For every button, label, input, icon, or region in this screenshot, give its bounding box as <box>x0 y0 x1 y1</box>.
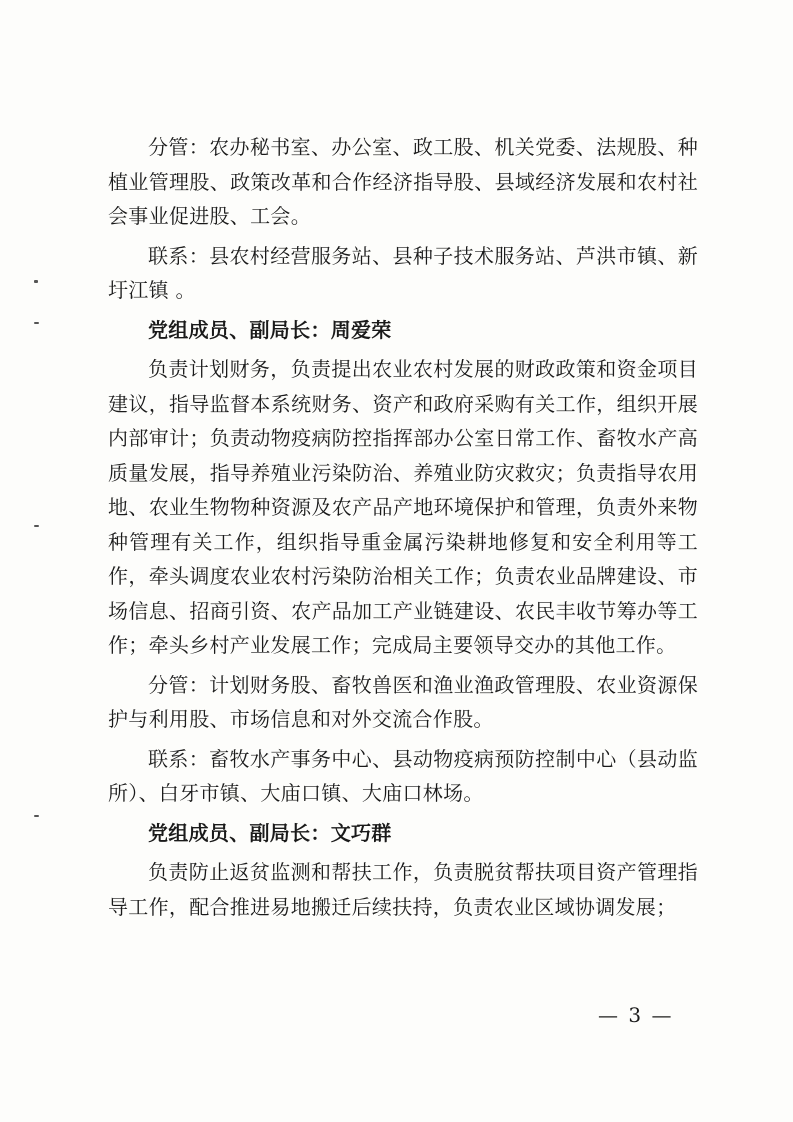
document-body <box>108 130 698 924</box>
scan-speck <box>34 815 39 817</box>
paragraph-fenguan-2: 分管：计划财务股、畜牧兽医和渔业渔政管理股、农业资源保护与利用股、市场信息和对外交流合作股。 <box>108 672 698 731</box>
scan-speck <box>34 322 39 324</box>
paragraph-duties-wen: 负责防止返贫监测和帮扶工作，负责脱贫帮扶项目资产管理指导工作，配合推进易地搬迁后续扶持，负责农业区域协调发展； <box>108 860 698 919</box>
paragraph-fenguan-1: 分管：农办秘书室、办公室、政工股、机关党委、法规股、种植业管理股、政策改革和合作经济指导股、县域经济发展和农村社会事业促进股、工会。 <box>108 135 698 228</box>
heading-zhou-airong: 党组成员、副局长：周爱荣 <box>148 317 392 342</box>
scan-speck <box>34 525 39 527</box>
paragraph-lianxi-1: 联系：县农村经营服务站、县种子技术服务站、芦洪市镇、新圩江镇 。 <box>108 243 698 302</box>
heading-wen-qiaoqun: 党组成员、副局长：文巧群 <box>148 820 392 845</box>
paragraph-lianxi-2: 联系：畜牧水产事务中心、县动物疫病预防控制中心（县动监所）、白牙市镇、大庙口镇、大庙口林场。 <box>108 746 698 805</box>
page-number: — 3 — <box>598 1003 674 1027</box>
scan-speck <box>34 280 38 283</box>
paragraph-duties-zhou: 负责计划财务，负责提出农业农村发展的财政政策和资金项目建议，指导监督本系统财务、资产和政府采购有关工作，组织开展内部审计；负责动物疫病防控指挥部办公室日常工作、畜牧水产高质量发展，指导养殖业污染防治、养殖业防灾救灾；负责指导农用地、农业生物物种资源及农产品产地环境保护和管理，负责外来物种管理有关工作，组织指导重金属污染耕地修复和安全利用等工作，牵头调度农业农村污染防治相关工作；负责农业品牌建设、市场信息、招商引资、农产品加工产业链建设、农民丰收节筹办等工作；牵头乡村产业发展工作；完成局主要领导交办的其他工作。 <box>108 357 698 657</box>
